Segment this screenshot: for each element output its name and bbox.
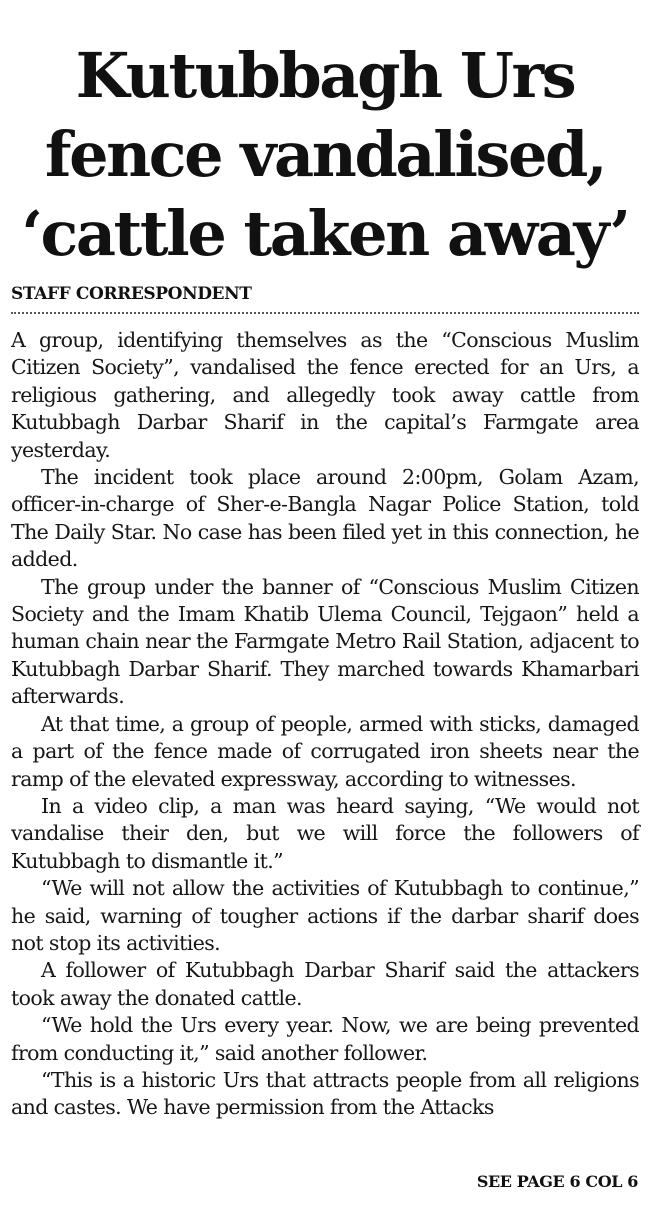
headline-line-3: ‘cattle taken away’ xyxy=(21,197,629,270)
paragraph-6: “We will not allow the activities of Kutubbagh to continue,” he said, warning of tougher actions if the darbar sharif does not stop its activities. xyxy=(11,876,639,955)
byline: STAFF CORRESPONDENT xyxy=(11,284,252,304)
news-article xyxy=(11,0,639,1122)
headline xyxy=(11,36,639,273)
paragraph-4: At that time, a group of people, armed with sticks, damaged a part of the fence made of corrugated iron sheets near the ramp of the elevated expressway, according to witnesses. xyxy=(11,711,639,791)
paragraph-2: The incident took place around 2:00pm, Golam Azam, officer-in-charge of Sher-e-Bangla Nagar Police Station, told The Daily Star. No case has been filed yet in this connection, he added. xyxy=(11,465,639,572)
dotted-divider xyxy=(11,312,639,314)
article-body xyxy=(11,327,639,1122)
paragraph-1: A group, identifying themselves as the “Conscious Muslim Citizen Society”, vandalised the fence erected for an Urs, a religious gathering, and allegedly took away cattle from Kutubbagh Darbar Sharif in the capital’s Farmgate area yesterday. xyxy=(11,328,639,462)
paragraph-9: “This is a historic Urs that attracts people from all religions and castes. We have permission from the Attacks xyxy=(11,1067,639,1120)
headline-line-2: fence vandalised, xyxy=(44,118,606,191)
continued-on-page-link[interactable]: SEE PAGE 6 COL 6 xyxy=(476,1172,638,1191)
paragraph-7: A follower of Kutubbagh Darbar Sharif said the attackers took away the donated cattle. xyxy=(11,958,639,1010)
paragraph-8: “We hold the Urs every year. Now, we are being prevented from conducting it,” said another follower. xyxy=(11,1013,639,1065)
paragraph-5: In a video clip, a man was heard saying, “We would not vandalise their den, but we will force the followers of Kutubbagh to dismantle it.” xyxy=(11,793,639,873)
paragraph-3: The group under the banner of “Conscious Muslim Citizen Society and the Imam Khatib Ulema Council, Tejgaon” held a human chain near the Farmgate Metro Rail Station, adjacent to Kutubbagh Darbar Sharif. They marched towards Khamarbari afterwards. xyxy=(11,574,639,709)
headline-line-1: Kutubbagh Urs xyxy=(75,39,575,112)
